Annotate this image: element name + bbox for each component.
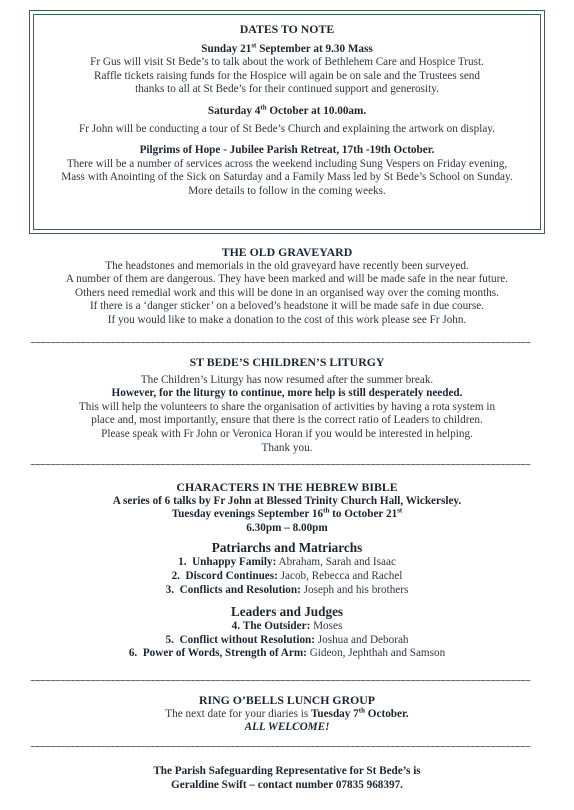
talk-item: 2. Discord Continues: Jacob, Rebecca and Rachel [171, 569, 403, 582]
liturgy-line: place and, most importantly, ensure that there is the correct ratio of Leaders to children. [91, 414, 483, 427]
talk-item: 5. Conflict without Resolution: Joshua and Deborah [165, 633, 409, 646]
lunch-welcome: ALL WELCOME! [244, 721, 330, 734]
bible-dates: Tuesday evenings September 16th to October 21st [171, 506, 403, 521]
liturgy-line: Thank you. [261, 441, 313, 454]
group2-title: Leaders and Judges [230, 604, 344, 620]
tilde-divider: ~~~~~~~~~~~~~~~~~~~~~~~~~~~~~~~~~~~~~~~~~~~~~~~~~~~~~~~~~~~~~~~~~~~~~~~~~~~~~~~~~~~~~~~~~~~~~~~~~~~~ [30, 744, 531, 754]
bible-time: 6.30pm – 8.00pm [246, 521, 328, 534]
bible-title: CHARACTERS IN THE HEBREW BIBLE [176, 480, 398, 494]
talk-item: 3. Conflicts and Resolution: Joseph and his brothers [165, 583, 409, 596]
safeguarding-line: The Parish Safeguarding Representative for St Bede’s is [153, 765, 421, 777]
event1-line: Fr Gus will visit St Bede’s to talk about the work of Bethlehem Care and Hospice Trust. [90, 56, 484, 69]
dates-to-note-box [29, 10, 545, 234]
liturgy-line: The Children’s Liturgy has now resumed after the summer break. [140, 373, 434, 386]
liturgy-title: ST BEDE’S CHILDREN’S LITURGY [189, 355, 385, 369]
lunch-line: The next date for your diaries is Tuesday 7th October. [165, 705, 409, 720]
group1-list [30, 556, 544, 597]
event3-heading: Pilgrims of Hope - Jubilee Parish Retreat, 17th -19th October. [139, 144, 435, 157]
tilde-divider: ~~~~~~~~~~~~~~~~~~~~~~~~~~~~~~~~~~~~~~~~~~~~~~~~~~~~~~~~~~~~~~~~~~~~~~~~~~~~~~~~~~~~~~~~~~~~~~~~~~~~ [30, 340, 531, 350]
event2-heading: Saturday 4th October at 10.00am. [207, 103, 367, 117]
group2-list [30, 620, 544, 661]
bible-section [30, 481, 544, 661]
liturgy-line: This will help the volunteers to share the organisation of activities by having a rota system in [78, 400, 496, 413]
graveyard-line: Others need remedial work and this will be done in an organised way over the coming months. [75, 286, 499, 299]
event3-line: Mass with Anointing of the Sick on Saturday and a Family Mass led by St Bede’s School on Sunday. [61, 171, 513, 184]
bible-intro: A series of 6 talks by Fr John at Blessed Trinity Church Hall, Wickersley. [112, 494, 462, 507]
dates-title: DATES TO NOTE [239, 22, 335, 36]
graveyard-line: If you would like to make a donation to the cost of this work please see Fr John. [107, 313, 467, 326]
dates-to-note-inner-border [33, 14, 541, 230]
liturgy-appeal: However, for the liturgy to continue, more help is still desperately needed. [111, 387, 463, 400]
safeguarding-contact: Geraldine Swift – contact number 07835 968397. [171, 778, 403, 791]
tilde-divider: ~~~~~~~~~~~~~~~~~~~~~~~~~~~~~~~~~~~~~~~~~~~~~~~~~~~~~~~~~~~~~~~~~~~~~~~~~~~~~~~~~~~~~~~~~~~~~~~~~~~~ [30, 678, 531, 688]
event1-line: thanks to all at St Bede’s for their continued support and generosity. [135, 83, 439, 96]
event1-line: Raffle tickets raising funds for the Hospice will again be on sale and the Trustees send [94, 69, 480, 82]
liturgy-line: Please speak with Fr John or Veronica Horan if you would be interested in helping. [101, 427, 473, 440]
graveyard-section [30, 246, 544, 328]
event2-line: Fr John will be conducting a tour of St Bede’s Church and explaining the artwork on display. [79, 122, 495, 135]
group1-title: Patriarchs and Matriarchs [211, 540, 363, 556]
safeguarding-section [30, 765, 544, 792]
lunch-title: RING O’BELLS LUNCH GROUP [199, 693, 375, 707]
talk-item: 4. The Outsider: Moses [231, 620, 343, 633]
graveyard-line: A number of them are dangerous. They have been marked and will be made safe in the near future. [65, 273, 509, 286]
talk-item: 1. Unhappy Family: Abraham, Sarah and Isaac [178, 556, 396, 569]
talk-item: 6. Power of Words, Strength of Arm: Gideon, Jephthah and Samson [128, 647, 446, 660]
liturgy-section [30, 356, 544, 455]
event3-line: There will be a number of services across the weekend including Sung Vespers on Friday evening, [66, 157, 508, 170]
graveyard-line: If there is a ‘danger sticker’ on a beloved’s headstone it will be made safe in due course. [89, 300, 485, 313]
event1-heading: Sunday 21st September at 9.30 Mass [201, 40, 373, 55]
tilde-divider: ~~~~~~~~~~~~~~~~~~~~~~~~~~~~~~~~~~~~~~~~~~~~~~~~~~~~~~~~~~~~~~~~~~~~~~~~~~~~~~~~~~~~~~~~~~~~~~~~~~~~ [30, 462, 531, 472]
graveyard-title: THE OLD GRAVEYARD [221, 245, 353, 259]
event3-line: More details to follow in the coming weeks. [188, 184, 386, 197]
graveyard-line: The headstones and memorials in the old graveyard have recently been surveyed. [105, 259, 469, 272]
lunch-section [30, 694, 544, 735]
